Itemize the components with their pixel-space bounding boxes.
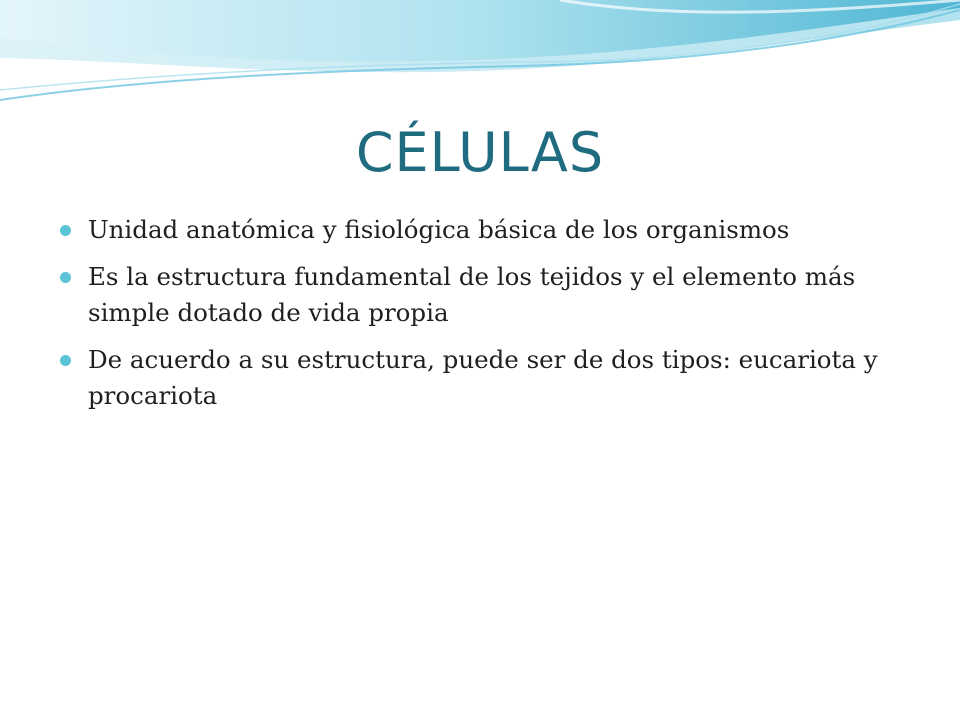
bullet-item: [60, 259, 880, 331]
bullet-item: [60, 212, 880, 248]
bullet-item: [60, 342, 880, 414]
bullet-list: [60, 212, 880, 425]
slide-title: CÉLULAS: [355, 121, 605, 184]
bullet-text: Unidad anatómica y fisiológica básica de los organismos: [88, 215, 790, 244]
bullet-text: Es la estructura fundamental de los tejidos y el elemento más simple dotado de vida propia: [88, 262, 856, 327]
bullet-text: De acuerdo a su estructura, puede ser de dos tipos: eucariota y procariota: [88, 345, 878, 410]
bullet-marker-icon: [60, 355, 71, 366]
bullet-marker-icon: [60, 225, 71, 236]
header-wave-decoration: [0, 0, 960, 110]
bullet-marker-icon: [60, 272, 71, 283]
